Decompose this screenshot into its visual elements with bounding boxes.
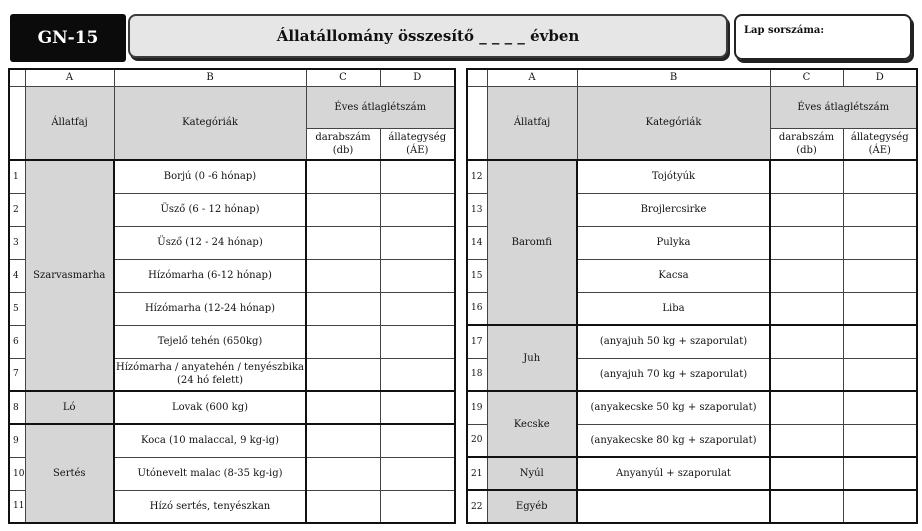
category-cell: Brojlercsirke [577, 193, 770, 226]
animal-unit-input-cell[interactable] [843, 259, 917, 292]
row-number: 9 [9, 424, 25, 457]
animal-unit-input-cell[interactable] [380, 226, 455, 259]
category-cell: (anyajuh 50 kg + szaporulat) [577, 325, 770, 358]
category-cell: Anyanyúl + szaporulat [577, 457, 770, 490]
count-input-cell[interactable] [306, 424, 380, 457]
category-cell: Üsző (6 - 12 hónap) [114, 193, 306, 226]
animal-unit-input-cell[interactable] [843, 490, 917, 523]
species-cell: Baromfi [487, 160, 577, 325]
row-number: 1 [9, 160, 25, 193]
right-column-letter-a: A [487, 69, 577, 86]
count-input-cell[interactable] [306, 160, 380, 193]
category-cell: Borjú (0 -6 hónap) [114, 160, 306, 193]
page-number-label: Lap sorszáma: [744, 25, 825, 36]
row-number: 12 [467, 160, 487, 193]
row-number: 14 [467, 226, 487, 259]
right-count-header: darabszám (db) [770, 128, 843, 160]
species-cell: Szarvasmarha [25, 160, 114, 391]
left-column-letter-d: D [380, 69, 455, 86]
category-cell: Üsző (12 - 24 hónap) [114, 226, 306, 259]
page-number-field[interactable] [734, 14, 912, 60]
animal-unit-input-cell[interactable] [380, 259, 455, 292]
table-row [467, 160, 917, 193]
animal-unit-input-cell[interactable] [843, 391, 917, 424]
count-input-cell[interactable] [770, 193, 843, 226]
left-corner-cell [9, 69, 25, 86]
table-row [467, 391, 917, 424]
table-row [9, 391, 455, 424]
table-row [467, 325, 917, 358]
animal-unit-input-cell[interactable] [380, 358, 455, 391]
table-row [467, 490, 917, 523]
row-number: 17 [467, 325, 487, 358]
count-input-cell[interactable] [770, 358, 843, 391]
form-title: Állatállomány összesítő _ _ _ _ évben [128, 14, 728, 58]
species-cell: Nyúl [487, 457, 577, 490]
animal-unit-input-cell[interactable] [843, 424, 917, 457]
count-input-cell[interactable] [770, 490, 843, 523]
animal-unit-input-cell[interactable] [380, 457, 455, 490]
left-column-letter-b: B [114, 69, 306, 86]
row-number: 7 [9, 358, 25, 391]
category-cell: Tojótyúk [577, 160, 770, 193]
row-number: 16 [467, 292, 487, 325]
table-row [467, 457, 917, 490]
count-input-cell[interactable] [306, 325, 380, 358]
row-number: 3 [9, 226, 25, 259]
count-input-cell[interactable] [306, 259, 380, 292]
table-row [9, 160, 455, 193]
left-livestock-table [8, 68, 456, 524]
form-code: GN-15 [10, 14, 126, 62]
row-number: 19 [467, 391, 487, 424]
count-input-cell[interactable] [306, 292, 380, 325]
row-number: 22 [467, 490, 487, 523]
row-number: 2 [9, 193, 25, 226]
animal-unit-input-cell[interactable] [380, 424, 455, 457]
animal-unit-input-cell[interactable] [843, 160, 917, 193]
count-input-cell[interactable] [770, 259, 843, 292]
category-cell: Tejelő tehén (650kg) [114, 325, 306, 358]
animal-unit-input-cell[interactable] [843, 292, 917, 325]
right-annual-average-header: Éves átlaglétszám [770, 86, 917, 128]
right-livestock-table [466, 68, 918, 524]
row-number: 13 [467, 193, 487, 226]
animal-unit-input-cell[interactable] [843, 193, 917, 226]
animal-unit-input-cell[interactable] [843, 457, 917, 490]
count-input-cell[interactable] [770, 391, 843, 424]
count-input-cell[interactable] [770, 424, 843, 457]
left-categories-header: Kategóriák [114, 86, 306, 160]
category-cell: (anyakecske 50 kg + szaporulat) [577, 391, 770, 424]
right-corner-cell [467, 69, 487, 86]
species-cell: Juh [487, 325, 577, 391]
count-input-cell[interactable] [306, 457, 380, 490]
category-cell: Hízómarha (6-12 hónap) [114, 259, 306, 292]
row-number: 8 [9, 391, 25, 424]
right-number-header [467, 86, 487, 160]
right-column-letter-b: B [577, 69, 770, 86]
left-annual-average-header: Éves átlaglétszám [306, 86, 455, 128]
category-cell: Koca (10 malaccal, 9 kg-ig) [114, 424, 306, 457]
count-input-cell[interactable] [306, 391, 380, 424]
right-categories-header: Kategóriák [577, 86, 770, 160]
species-cell: Sertés [25, 424, 114, 523]
count-input-cell[interactable] [306, 358, 380, 391]
row-number: 20 [467, 424, 487, 457]
row-number: 6 [9, 325, 25, 358]
animal-unit-input-cell[interactable] [380, 160, 455, 193]
left-number-header [9, 86, 25, 160]
count-input-cell[interactable] [770, 292, 843, 325]
species-cell: Ló [25, 391, 114, 424]
left-species-header: Állatfaj [25, 86, 114, 160]
count-input-cell[interactable] [770, 457, 843, 490]
category-cell: Pulyka [577, 226, 770, 259]
category-cell: (anyajuh 70 kg + szaporulat) [577, 358, 770, 391]
row-number: 4 [9, 259, 25, 292]
row-number: 21 [467, 457, 487, 490]
category-cell: Hízó sertés, tenyészkan [114, 490, 306, 523]
category-cell: (anyakecske 80 kg + szaporulat) [577, 424, 770, 457]
count-input-cell[interactable] [770, 325, 843, 358]
right-species-header: Állatfaj [487, 86, 577, 160]
row-number: 15 [467, 259, 487, 292]
category-cell: Kacsa [577, 259, 770, 292]
right-column-letter-d: D [843, 69, 917, 86]
animal-unit-input-cell[interactable] [380, 490, 455, 523]
count-input-cell[interactable] [770, 160, 843, 193]
animal-unit-input-cell[interactable] [380, 292, 455, 325]
animal-unit-input-cell[interactable] [843, 226, 917, 259]
row-number: 11 [9, 490, 25, 523]
animal-unit-input-cell[interactable] [380, 391, 455, 424]
category-cell: Utónevelt malac (8-35 kg-ig) [114, 457, 306, 490]
category-cell: Lovak (600 kg) [114, 391, 306, 424]
count-input-cell[interactable] [306, 226, 380, 259]
count-input-cell[interactable] [306, 193, 380, 226]
animal-unit-input-cell[interactable] [380, 193, 455, 226]
species-cell: Egyéb [487, 490, 577, 523]
left-column-letter-a: A [25, 69, 114, 86]
left-count-header: darabszám (db) [306, 128, 380, 160]
category-cell: Hízómarha (12-24 hónap) [114, 292, 306, 325]
row-number: 18 [467, 358, 487, 391]
left-animal-unit-header: állategység (ÁE) [380, 128, 455, 160]
animal-unit-input-cell[interactable] [380, 325, 455, 358]
category-cell: Hízómarha / anyatehén / tenyészbika (24 hó felett) [114, 358, 306, 391]
right-column-letter-c: C [770, 69, 843, 86]
row-number: 10 [9, 457, 25, 490]
count-input-cell[interactable] [770, 226, 843, 259]
category-cell: Liba [577, 292, 770, 325]
count-input-cell[interactable] [306, 490, 380, 523]
row-number: 5 [9, 292, 25, 325]
table-row [9, 424, 455, 457]
category-cell [577, 490, 770, 523]
animal-unit-input-cell[interactable] [843, 325, 917, 358]
animal-unit-input-cell[interactable] [843, 358, 917, 391]
species-cell: Kecske [487, 391, 577, 457]
left-column-letter-c: C [306, 69, 380, 86]
right-animal-unit-header: állategység (ÁE) [843, 128, 917, 160]
